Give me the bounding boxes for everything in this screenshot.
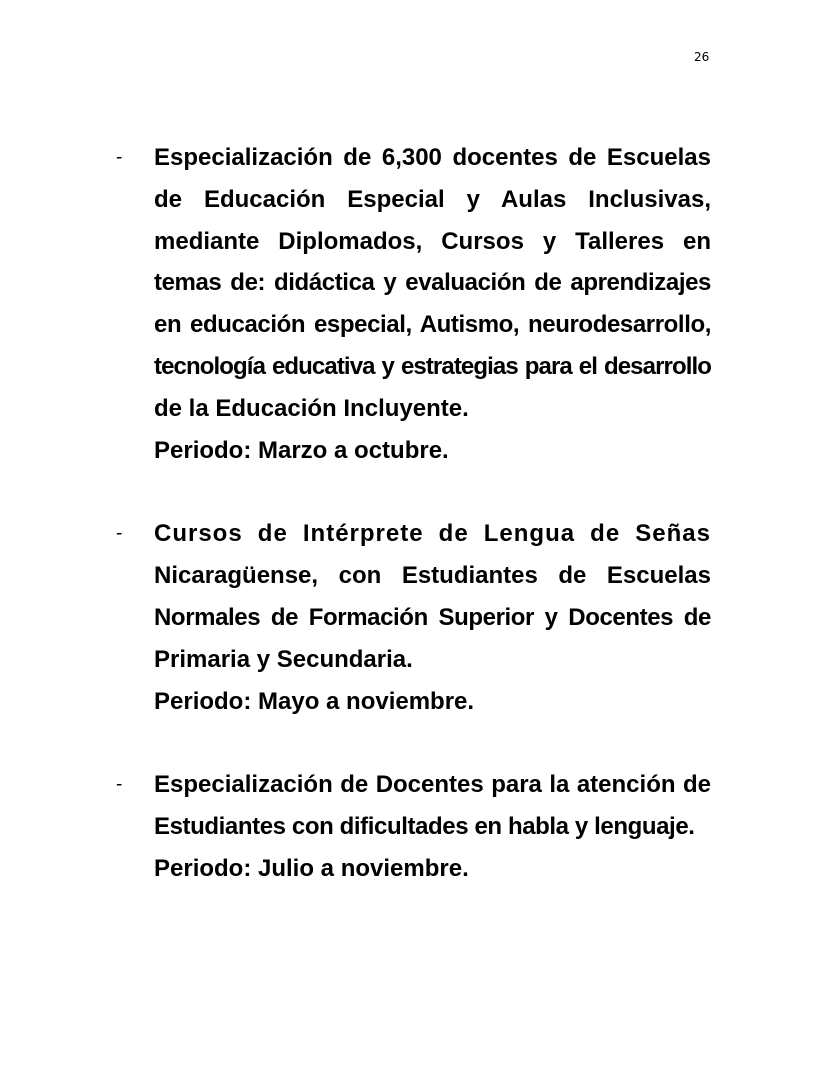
list-item-text bbox=[154, 137, 711, 471]
list-item bbox=[0, 513, 825, 722]
period-label: Periodo: Julio a noviembre. bbox=[154, 854, 469, 882]
list-item-text bbox=[154, 764, 711, 889]
text-line: en educación especial, Autismo, neurodesarrollo, bbox=[154, 311, 711, 339]
text-line: Estudiantes con dificultades en habla y lenguaje. bbox=[154, 813, 695, 841]
text-line: temas de: didáctica y evaluación de aprendizajes bbox=[154, 269, 711, 297]
bullet-dash: - bbox=[116, 147, 123, 168]
list-item bbox=[0, 764, 825, 889]
text-line: tecnología educativa y estrategias para el desarrollo bbox=[154, 352, 711, 380]
bullet-list bbox=[0, 137, 825, 932]
bullet-dash: - bbox=[116, 523, 123, 545]
text-line: de la Educación Incluyente. bbox=[154, 394, 469, 422]
text-line: de Educación Especial y Aulas Inclusivas, bbox=[154, 185, 711, 213]
bullet-dash: - bbox=[116, 774, 123, 796]
text-line: Cursos de Intérprete de Lengua de Señas bbox=[154, 520, 711, 548]
text-line: Especialización de 6,300 docentes de Escuelas bbox=[154, 144, 711, 171]
text-line: mediante Diplomados, Cursos y Talleres en bbox=[154, 227, 711, 255]
text-line: Nicaragüense, con Estudiantes de Escuelas bbox=[154, 562, 711, 590]
page-number: 26 bbox=[694, 50, 710, 64]
period-label: Periodo: Marzo a octubre. bbox=[154, 436, 449, 464]
list-item-text bbox=[154, 513, 711, 722]
list-item bbox=[0, 137, 825, 471]
text-line: Primaria y Secundaria. bbox=[154, 645, 413, 673]
period-label: Periodo: Mayo a noviembre. bbox=[154, 687, 475, 715]
text-line: Normales de Formación Superior y Docentes de bbox=[154, 603, 711, 631]
text-line: Especialización de Docentes para la atención de bbox=[154, 771, 711, 799]
